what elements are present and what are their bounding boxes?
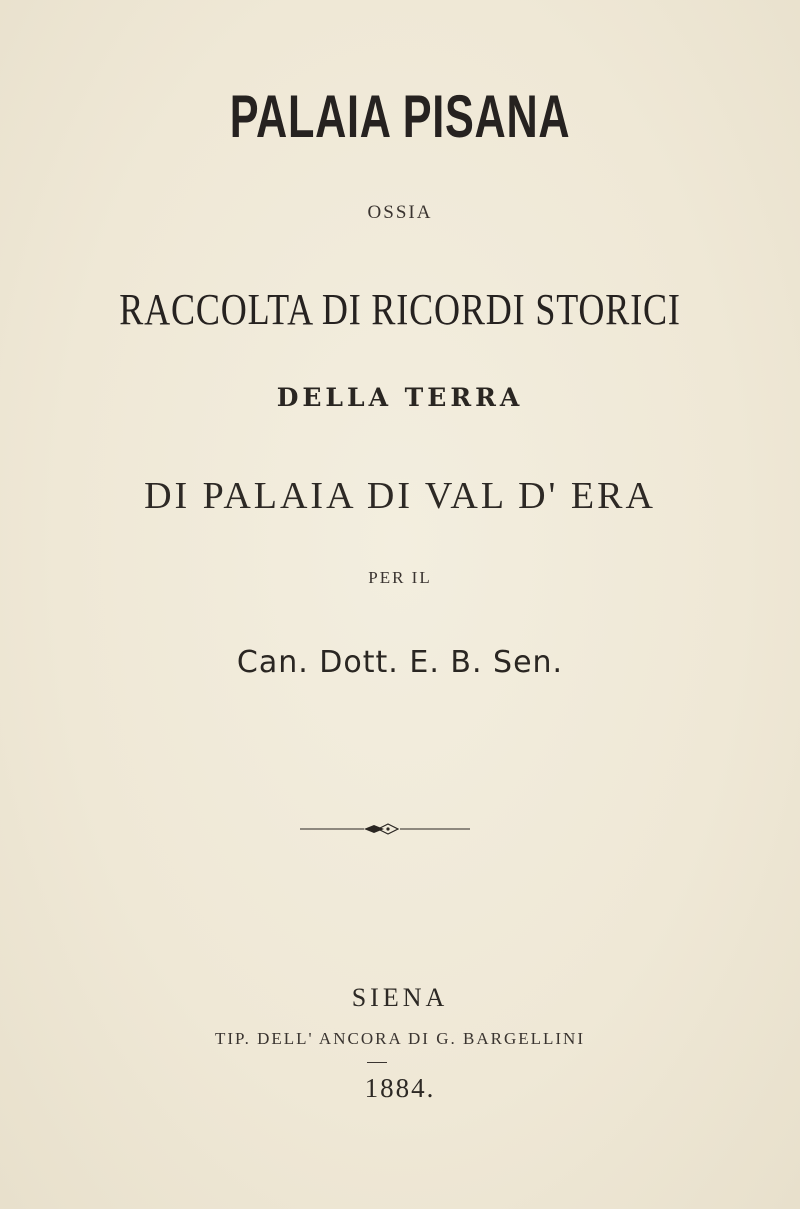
- main-title: PALAIA PISANA: [229, 83, 571, 150]
- printer-name: TIP. DELL' ANCORA DI G. BARGELLINI: [215, 1029, 585, 1048]
- connector-text: OSSIA: [367, 202, 433, 223]
- publication-year: 1884.: [364, 1073, 436, 1103]
- short-divider: [367, 1062, 387, 1063]
- subtitle: RACCOLTA DI RICORDI STORICI: [119, 285, 681, 334]
- rule-ornament-icon: [300, 822, 470, 836]
- place-name: DI PALAIA DI VAL D' ERA: [144, 475, 656, 517]
- della-terra-text: DELLA TERRA: [276, 383, 524, 412]
- city-name: SIENA: [351, 983, 449, 1012]
- author-name: Can. Dott. E. B. Sen.: [236, 645, 564, 680]
- per-il-text: PER IL: [368, 568, 432, 587]
